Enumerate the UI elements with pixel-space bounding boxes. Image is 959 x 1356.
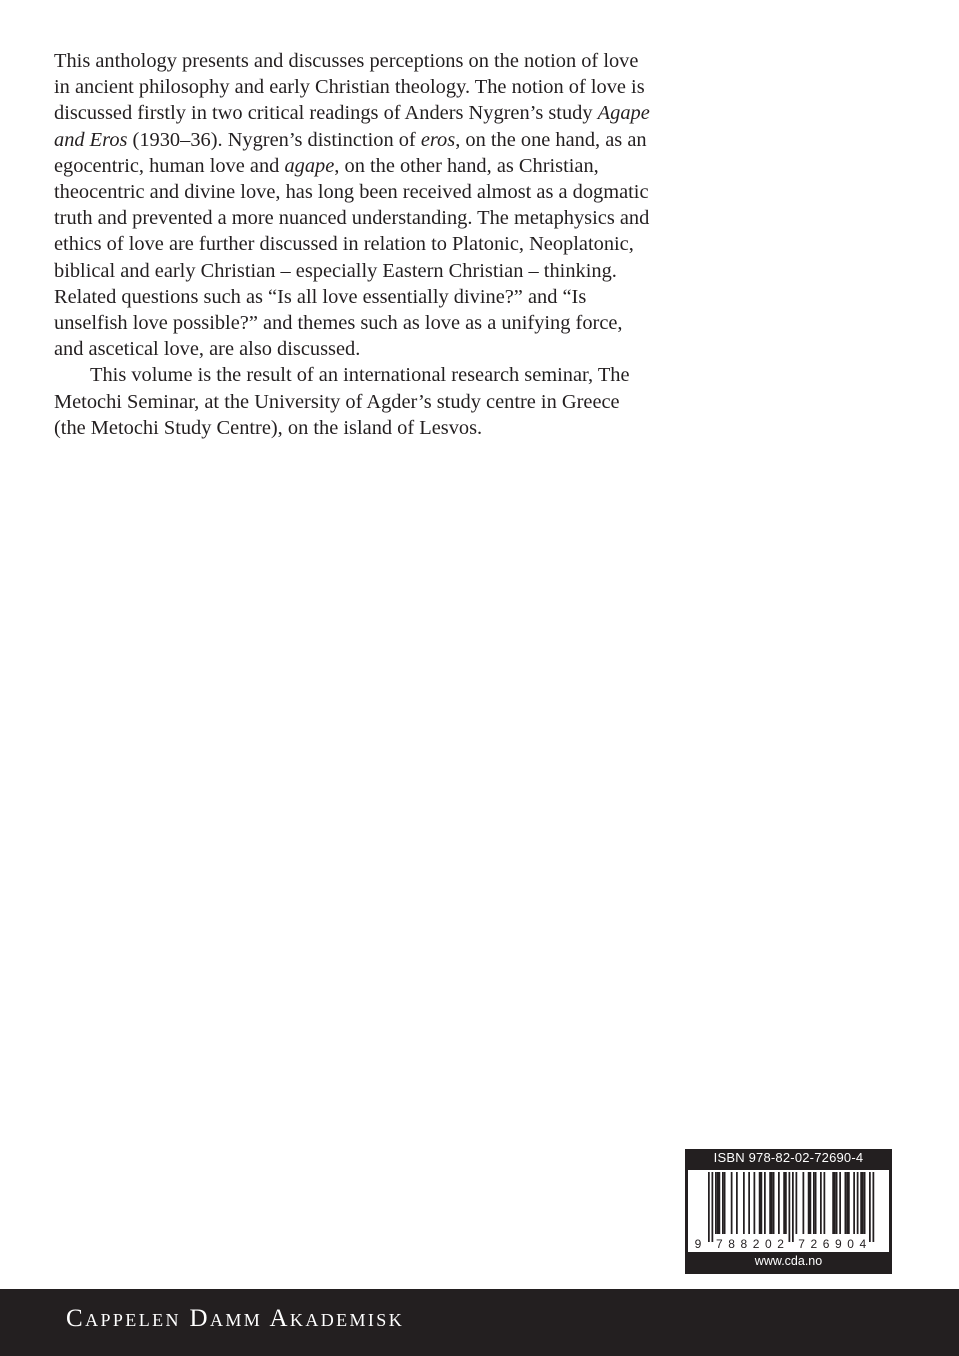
barcode-bar (761, 1172, 763, 1234)
barcode-bar (715, 1172, 717, 1234)
barcode-bar (803, 1172, 805, 1234)
barcode-bar (848, 1172, 850, 1234)
barcode-bar (736, 1172, 738, 1234)
barcode-bar (785, 1172, 787, 1234)
barcode-bar (808, 1172, 810, 1234)
barcode-digit-9: 6 (822, 1237, 830, 1251)
barcode-bar (834, 1172, 836, 1234)
barcode-digit-8: 2 (810, 1237, 818, 1251)
barcode-bar (748, 1172, 750, 1234)
barcode-digit-3: 8 (740, 1237, 748, 1251)
barcode-bar (712, 1172, 714, 1242)
barcode-bar (836, 1172, 838, 1234)
isbn-number: ISBN 978-82-02-72690-4 (713, 1150, 864, 1165)
barcode-bar (773, 1172, 775, 1234)
barcode-bar (731, 1172, 733, 1234)
barcode-bar (708, 1172, 710, 1242)
back-cover-blurb (54, 48, 654, 441)
barcode-digit-6: 2 (777, 1237, 784, 1251)
barcode-digit-1: 7 (716, 1237, 723, 1251)
barcode-digit-11: 0 (847, 1237, 854, 1251)
barcode-bar (810, 1172, 812, 1234)
barcode-bar (869, 1172, 871, 1242)
term-eros: eros (420, 128, 456, 151)
publisher-band (0, 1289, 959, 1356)
barcode-bar (769, 1172, 771, 1234)
barcode-bar (864, 1172, 866, 1234)
barcode-bar (815, 1172, 817, 1234)
barcode-bar (857, 1172, 859, 1234)
barcode-bar (717, 1172, 719, 1234)
barcode-bar (789, 1172, 791, 1242)
publisher-logo-text: Cappelen Damm Akademisk (66, 1305, 405, 1332)
barcode-bar (754, 1172, 756, 1234)
barcode-bar (853, 1172, 855, 1234)
barcode-digit-2: 8 (728, 1237, 735, 1251)
barcode-bar (783, 1172, 785, 1234)
barcode-bar (778, 1172, 780, 1234)
barcode-bar (792, 1172, 794, 1242)
blurb-text: , on the other hand, as Christian, theocentric and divine love, has long been received almost as a dogmatic truth and prevented a more nuanced understanding. The metaphysics and ethics of love are further discussed in relation to Platonic, Neoplatonic, biblical and early Christian – especially Eastern Christian – thinking. Related questions such as “Is all love essentially divine?” and “Is unselfish love possible?” and themes such as love as a unifying force, and ascetical love, are also discussed. (54, 154, 650, 361)
barcode-bar (862, 1172, 864, 1234)
blurb-text: , on the one hand, as an egocentric, human love and (54, 128, 647, 177)
barcode-bar (860, 1172, 862, 1234)
barcode-bar (824, 1172, 826, 1234)
book-title-italic: Agape and Eros (54, 102, 650, 151)
barcode-digit-0: 9 (694, 1237, 702, 1251)
barcode-digit-4: 2 (752, 1237, 760, 1251)
barcode-image (688, 1170, 889, 1252)
publisher-url: www.cda.no (754, 1254, 823, 1268)
barcode-digit-12: 4 (859, 1237, 867, 1251)
barcode-bar (719, 1172, 721, 1234)
barcode-digit-5: 0 (765, 1237, 772, 1251)
barcode-bar (813, 1172, 815, 1234)
barcode-bar (771, 1172, 773, 1234)
barcode-bar (743, 1172, 745, 1234)
barcode-bar (839, 1172, 841, 1234)
barcode-bar (759, 1172, 761, 1234)
blurb-text: This anthology presents and discusses perceptions on the notion of love in ancient philosophy and early Christian theology. The notion of love is discussed firstly in two critical readings of Anders Nygren’s study (54, 50, 645, 125)
blurb-text: (1930–36). Nygren’s distinction of (127, 128, 421, 151)
term-agape: agape (284, 154, 335, 177)
blurb-paragraph-1 (54, 48, 654, 362)
barcode-area (688, 1170, 889, 1252)
barcode-digit-10: 9 (835, 1237, 842, 1251)
barcode-bar (722, 1172, 724, 1234)
barcode-bar (724, 1172, 726, 1234)
barcode-bar (845, 1172, 847, 1234)
barcode-bar (796, 1172, 798, 1234)
isbn-barcode-block (685, 1149, 892, 1274)
barcode-bar (846, 1172, 848, 1234)
blurb-paragraph-2: This volume is the result of an international research seminar, The Metochi Seminar, at the University of Agder’s study centre in Greece (the Metochi Study Centre), on the island of Lesvos. (54, 364, 630, 439)
barcode-bar (832, 1172, 834, 1234)
barcode-bar (873, 1172, 875, 1242)
barcode-bar (764, 1172, 766, 1234)
barcode-bar (820, 1172, 822, 1234)
barcode-digit-7: 7 (798, 1237, 805, 1251)
